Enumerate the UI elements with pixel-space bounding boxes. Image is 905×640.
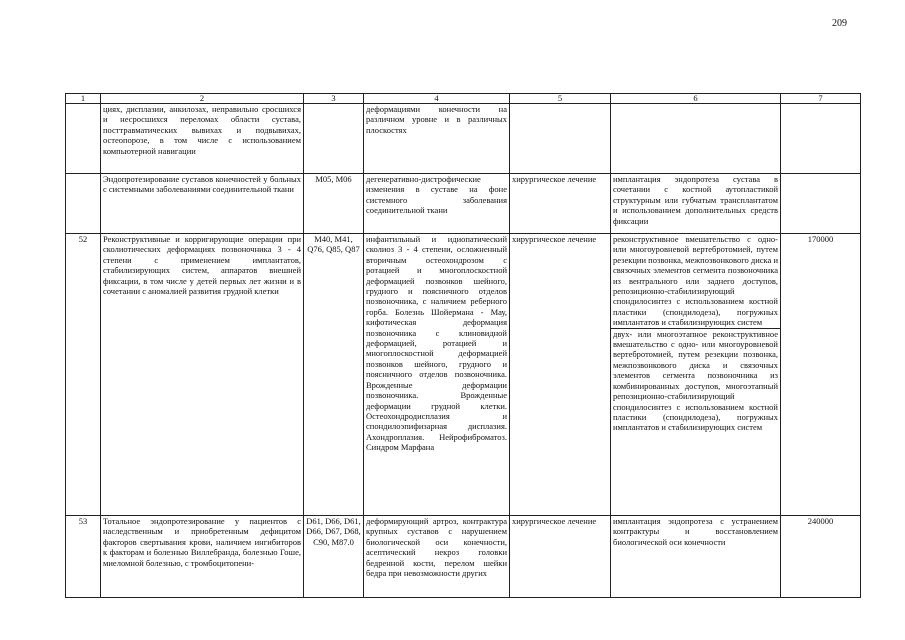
- header-row: [66, 94, 861, 104]
- service-name: циях, дисплазии, анкилозах, неправильно сросшихся и несросшихся переломах области сустава, посттравматических вывихах и подвывихах, остеопорозе, в том числе с использованием компьютерной навигации: [101, 104, 304, 174]
- patient-model: деформирующий артроз, контрактура крупных суставов с нарушением биологической оси конечности, асептический некроз головки бедренной кости, перелом шейки бедра при невозможности других: [364, 516, 510, 598]
- table-row: [66, 104, 861, 174]
- table-row: [66, 234, 861, 516]
- services-table: [65, 93, 861, 598]
- header-cell: 1: [66, 94, 101, 104]
- table-row: [66, 174, 861, 234]
- patient-model: деформациями конечности на различном уровне и в различных плоскостях: [364, 104, 510, 174]
- header-cell: 2: [101, 94, 304, 104]
- row-number: 53: [66, 516, 101, 598]
- header-cell: 4: [364, 94, 510, 104]
- row-number: [66, 174, 101, 234]
- header-cell: 7: [781, 94, 861, 104]
- header-cell: 6: [611, 94, 781, 104]
- service-name: Реконструктивные и корригирующие операции при сколиотических деформациях позвоночника 3 - 4 степени с применением имплантатов, стабилизирующих систем, аппаратов внешней фиксации, в том числе у детей первых лет жизни и в сочетании с аномалией развития грудной клетки: [101, 234, 304, 516]
- header-cell: 3: [304, 94, 364, 104]
- header-cell: 5: [510, 94, 611, 104]
- treatment-type: [510, 104, 611, 174]
- row-number: [66, 104, 101, 174]
- patient-model: дегенеративно-дистрофические изменения в суставе на фоне системного заболевания соединительной ткани: [364, 174, 510, 234]
- diagnosis-codes: M40, M41, Q76, Q85, Q87: [304, 234, 364, 516]
- service-name: Тотальное эндопротезирование у пациентов с наследственным и приобретенным дефицитом факторов свертывания крови, наличием ингибиторов к факторам и болезнью Виллебранда, болезнью Гоше, миеломной болезнью, с тромбоцитопени-: [101, 516, 304, 598]
- patient-model: инфантильный и идиопатический сколиоз 3 - 4 степени, осложненный вторичным остеохондрозом с ротацией и многоплоскостной деформацией позвонков шейного, грудного и поясничного отделов позвоночника, с наличием реберного горба. Болезнь Шойермана - Мау, кифотическая деформация позвоночника с клиновидной деформацией, ротацией и многоплоскостной деформацией позвонков шейного, грудного и поясничного отделов позвоночника. Врожденные деформации позвоночника. Врожденные деформации грудной клетки. Остеохондродисплазия и спондилоэпифизарная дисплазия. Ахондроплазия. Нейрофиброматоз. Синдром Марфана: [364, 234, 510, 516]
- page-number: 209: [832, 18, 847, 29]
- treatment-method: двух- или многоэтапное реконструктивное вмешательство с одно- или многоуровневой вертебротомией, путем резекции позвонка, межпозвонкового диска и связочных элементов сегмента позвоночника из комбинированных доступов, многоэтапный репозиционно-стабилизирующий спондилосинтез с использованием костной пластики (спондилодеза), погружных имплантатов и стабилизирующих систем: [613, 328, 778, 433]
- service-name: Эндопротезирование суставов конечностей у больных с системными заболеваниями соединительной ткани: [101, 174, 304, 234]
- treatment-type: хирургическое лечение: [510, 234, 611, 516]
- treatment-type: хирургическое лечение: [510, 516, 611, 598]
- table-row: [66, 516, 861, 598]
- cost-value: 170000: [781, 234, 861, 516]
- diagnosis-codes: [304, 104, 364, 174]
- treatment-methods: [611, 234, 781, 516]
- treatment-method: реконструктивное вмешательство с одно- или многоуровневой вертебротомией, путем резекции позвонка, межпозвонкового диска и связочных элементов сегмента позвоночника из вентрального или заднего доступов, репозиционно-стабилизирующий спондилосинтез с использованием костной пластики (спондилодеза), погружных имплантатов и стабилизирующих систем: [613, 234, 778, 328]
- cost-value: [781, 174, 861, 234]
- cost-value: [781, 104, 861, 174]
- treatment-type: хирургическое лечение: [510, 174, 611, 234]
- treatment-method: имплантация эндопротеза с устранением контрактуры и восстановлением биологической оси конечности: [611, 516, 781, 598]
- cost-value: 240000: [781, 516, 861, 598]
- diagnosis-codes: M05, M06: [304, 174, 364, 234]
- treatment-method: [611, 104, 781, 174]
- diagnosis-codes: D61, D66, D61, D66, D67, D68, C90, M87.0: [304, 516, 364, 598]
- row-number: 52: [66, 234, 101, 516]
- treatment-method: имплантация эндопротеза сустава в сочетании с костной аутопластикой структурным или губчатым трансплантатом и использованием дополнительных средств фиксации: [611, 174, 781, 234]
